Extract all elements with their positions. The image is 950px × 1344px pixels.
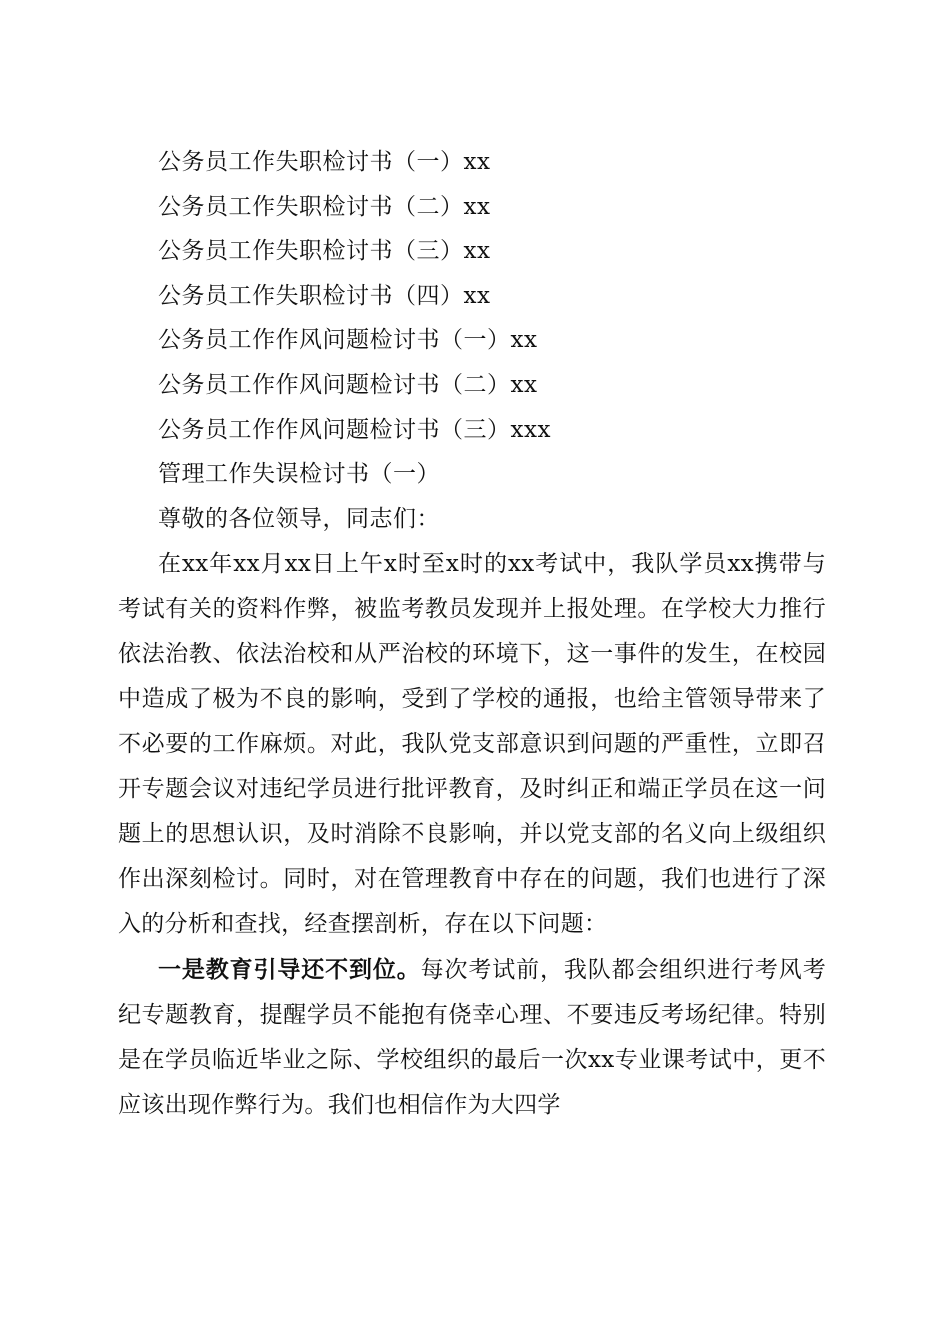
toc-item: 公务员工作作风问题检讨书（三）xxx [158,416,551,443]
paragraph-incident: 在xx年xx月xx日上午x时至x时的xx考试中，我队学员xx携带与考试有关的资料作弊，被监考教员发现并上报处理。在学校大力推行依法治教、依法治校和从严治校的环境下，这一事件的发生，在校园中造成了极为不良的影响，受到了学校的通报，也给主管领导带来了不必要的工作麻烦。对此，我队党支部意识到问题的严重性，立即召开专题会议对违纪学员进行批评教育，及时纠正和端正学员在这一问题上的思想认识，及时消除不良影响，并以党支部的名义向上级组织作出深刻检讨。同时，对在管理教育中存在的问题，我们也进行了深入的分析和查找，经查摆剖析，存在以下问题： [118,551,826,937]
paragraph-issue-one [118,947,826,1128]
table-of-contents [158,140,838,497]
toc-item: 公务员工作失职检讨书（一）xx [158,149,491,175]
toc-item: 公务员工作作风问题检讨书（二）xx [158,371,538,398]
paragraph-lead-heading: 一是教育引导还不到位。 [158,956,421,983]
toc-item: 公务员工作失职检讨书（四）xx [158,282,491,309]
paragraph-issue-one-text: 每次考试前，我队都会组织进行考风考纪专题教育，提醒学员不能抱有侥幸心理、不要违反考场纪律。特别是在学员临近毕业之际、学校组织的最后一次xx专业课考试中，更不应该出现作弊行为。我们也相信作为大四学 [118,957,826,1118]
toc-item: 管理工作失误检讨书（一） [158,461,440,488]
toc-item: 公务员工作作风问题检讨书（一）xx [158,327,538,354]
salutation: 尊敬的各位领导，同志们： [158,506,440,532]
toc-item: 公务员工作失职检讨书（三）xx [158,238,491,265]
document-body [118,497,826,1128]
toc-item: 公务员工作失职检讨书（二）xx [158,193,491,220]
